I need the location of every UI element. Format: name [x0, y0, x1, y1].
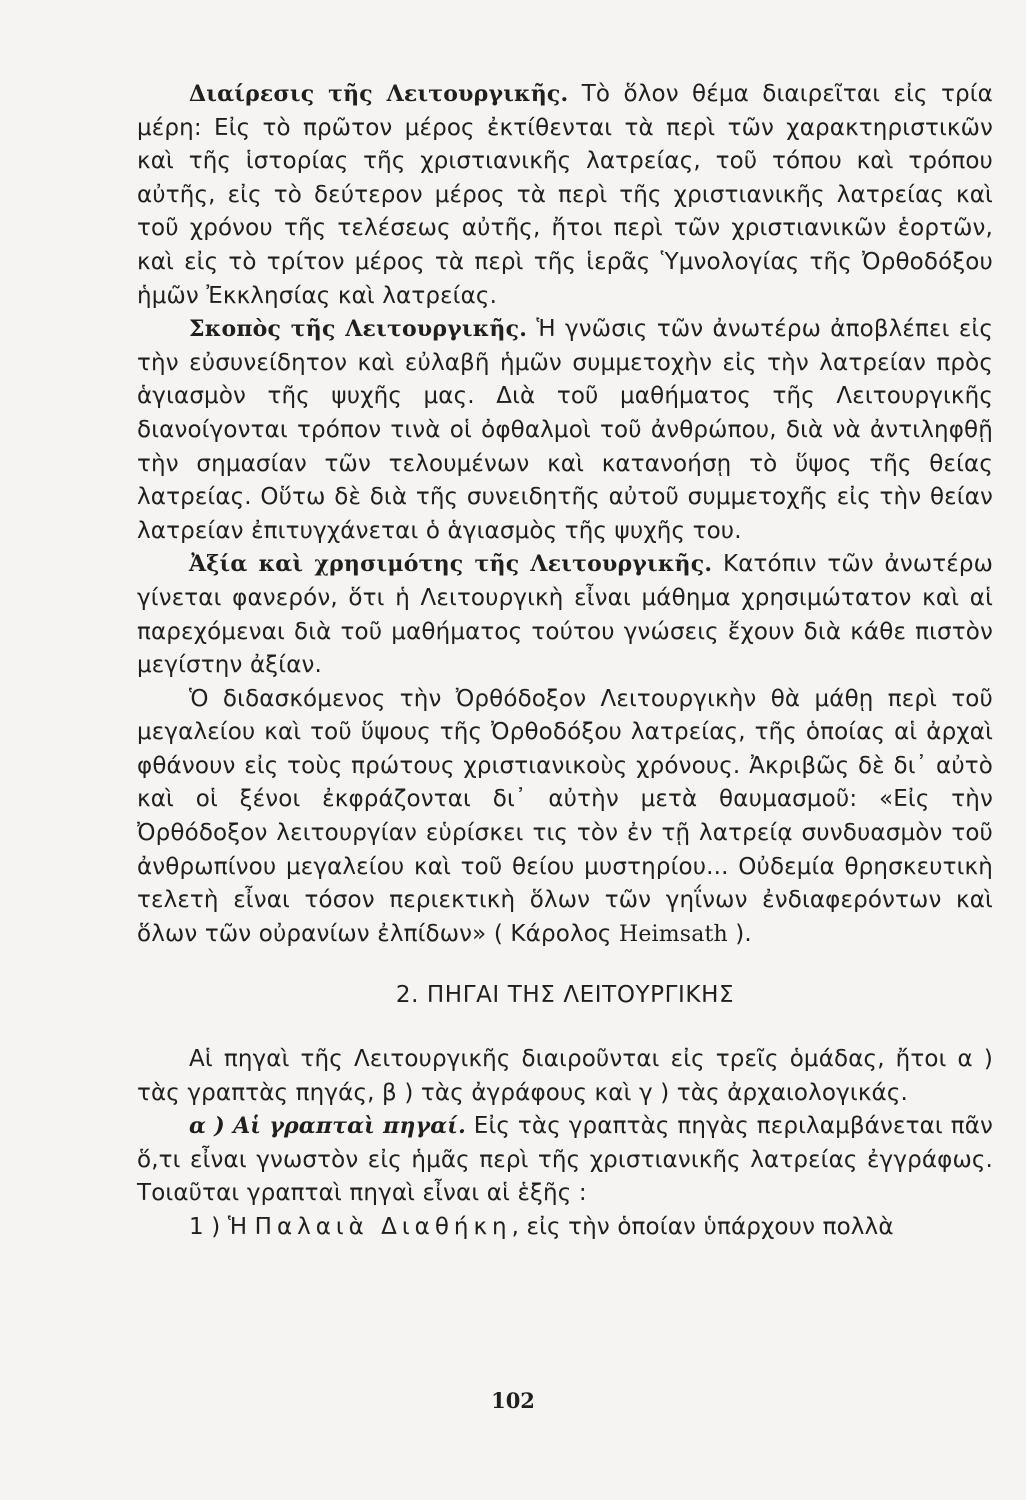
paragraph-sources-text: Αἱ πηγαὶ τῆς Λειτουργικῆς διαιροῦνται εἰς τρεῖς ὁμάδας, ἤτοι α ) τὰς γραπτὰς πηγάς, β ) τὰς ἀγράφους καὶ γ ) τὰς ἀρχαιολογικάς.: [137, 1046, 993, 1106]
heading-division: Διαίρεσις τῆς Λειτουργικῆς.: [189, 81, 569, 107]
page-number: 102: [491, 1388, 535, 1413]
heading-purpose: Σκοπὸς τῆς Λειτουργικῆς.: [189, 316, 528, 343]
paragraph-division: [137, 78, 993, 313]
paragraph-purpose: [137, 313, 993, 548]
section-title: 2. ΠΗΓΑΙ ΤΗΣ ΛΕΙΤΟΥΡΓΙΚΗΣ: [395, 982, 735, 1009]
heading-written-sources: α ) Αἱ γραπταὶ πηγαί.: [189, 1113, 466, 1140]
paragraph-division-text: Τὸ ὅλον θέμα διαιρεῖται εἰς τρία μέρη: Εἰς τὸ πρῶτον μέρος ἐκτίθενται τὰ περὶ τῶν χαρακτηριστικῶν καὶ τῆς ἱστορίας τῆς χριστιανικῆς λατρείας, τοῦ τόπου καὶ τρόπου αὐτῆς, εἰς τὸ δεύτερον μέρος τὰ περὶ τῆς χριστιανικῆς λατρείας καὶ τοῦ χρόνου τῆς τελέσεως αὐτῆς, ἤτοι περὶ τῶν χριστιανικῶν ἑορτῶν, καὶ εἰς τὸ τρίτον μέρος τὰ περὶ τῆς ἱερᾶς Ὑμνολογίας τῆς Ὀρθοδόξου ἡμῶν Ἐκκλησίας καὶ λατρείας.: [137, 81, 993, 309]
old-testament-title: Παλαιὰ Διαθήκη: [254, 1214, 512, 1240]
paragraph-written-sources: [137, 1110, 993, 1211]
author-name: Heimsath: [619, 921, 728, 947]
paragraph-value: [137, 548, 993, 682]
paragraph-orthodox-worship-text: Ὁ διδασκόμενος τὴν Ὀρθόδοξον Λειτουργικὴν θὰ μάθῃ περὶ τοῦ μεγαλείου καὶ τοῦ ὕψους τῆς Ὀρθοδόξου λατρείας, τῆς ὁποίας αἱ ἀρχαὶ φθάνουν εἰς τοὺς πρώτους χριστιανικοὺς χρόνους. Ἀκριβῶς δὲ δι᾽ αὐτὸ καὶ οἱ ξένοι ἐκφράζονται δι᾽ αὐτὴν μετὰ θαυμασμοῦ: «Εἰς τὴν Ὀρθόδοξον λειτουργίαν εὑρίσκει τις τὸν ἐν τῇ λατρείᾳ συνδυασμὸν τοῦ ἀνθρωπίνου μεγαλείου καὶ τοῦ θείου μυστηρίου... Οὐδεμία θρησκευτικὴ τελετὴ εἶναι τόσον περιεκτικὴ ὅλων τῶν γηΐνων ἐνδιαφερόντων καὶ ὅλων τῶν οὐρανίων ἐλπίδων» ( Κάρολος: [137, 685, 993, 947]
paragraph-value-text: Κατόπιν τῶν ἀνωτέρω γίνεται φανερόν, ὅτι ἡ Λειτουργικὴ εἶναι μάθημα χρησιμώτατον καὶ αἱ παρεχόμεναι διὰ τοῦ μαθήματος τούτου γνώσεις ἔχουν διὰ κάθε πιστὸν μεγίστην ἀξίαν.: [137, 551, 994, 679]
paragraph-old-testament-text: , εἰς τὴν ὁποίαν ὑπάρχουν πολλὰ: [511, 1214, 894, 1240]
page-body: [137, 78, 993, 1245]
paragraph-old-testament: [137, 1211, 993, 1245]
paragraph-written-sources-text: Εἰς τὰς γραπτὰς πηγὰς περιλαμβάνεται πᾶν ὅ,τι εἶναι γνωστὸν εἰς ἡμᾶς περὶ τῆς χριστιανικῆς λατρείας ἐγγράφως. Τοιαῦται γραπταὶ πηγαὶ εἶναι αἱ ἑξῆς :: [137, 1113, 993, 1207]
paragraph-sources: [137, 1043, 993, 1110]
heading-value: Ἀξία καὶ χρησιμότης τῆς Λειτουργικῆς.: [189, 551, 713, 578]
list-number: 1 ) Ἡ: [189, 1214, 255, 1240]
paragraph-purpose-text: Ἡ γνῶσις τῶν ἀνωτέρω ἀποβλέπει εἰς τὴν εὐσυνείδητον καὶ εὐλαβῆ ἡμῶν συμμετοχὴν εἰς τὴν λατρείαν πρὸς ἁγιασμὸν τῆς ψυχῆς μας. Διὰ τοῦ μαθήματος τῆς Λειτουργικῆς διανοίγονται τρόπον τινὰ οἱ ὀφθαλμοὶ τοῦ ἀνθρώπου, διὰ νὰ ἀντιληφθῇ τὴν σημασίαν τῶν τελουμένων καὶ κατανοήσῃ τὸ ὕψος τῆς θείας λατρείας. Οὕτω δὲ διὰ τῆς συνειδητῆς αὐτοῦ συμμετοχῆς εἰς τὴν θείαν λατρείαν ἐπιτυγχάνεται ὁ ἁγιασμὸς τῆς ψυχῆς του.: [137, 316, 993, 544]
paragraph-orthodox-worship-end: ).: [727, 920, 752, 947]
paragraph-orthodox-worship: [137, 683, 993, 952]
